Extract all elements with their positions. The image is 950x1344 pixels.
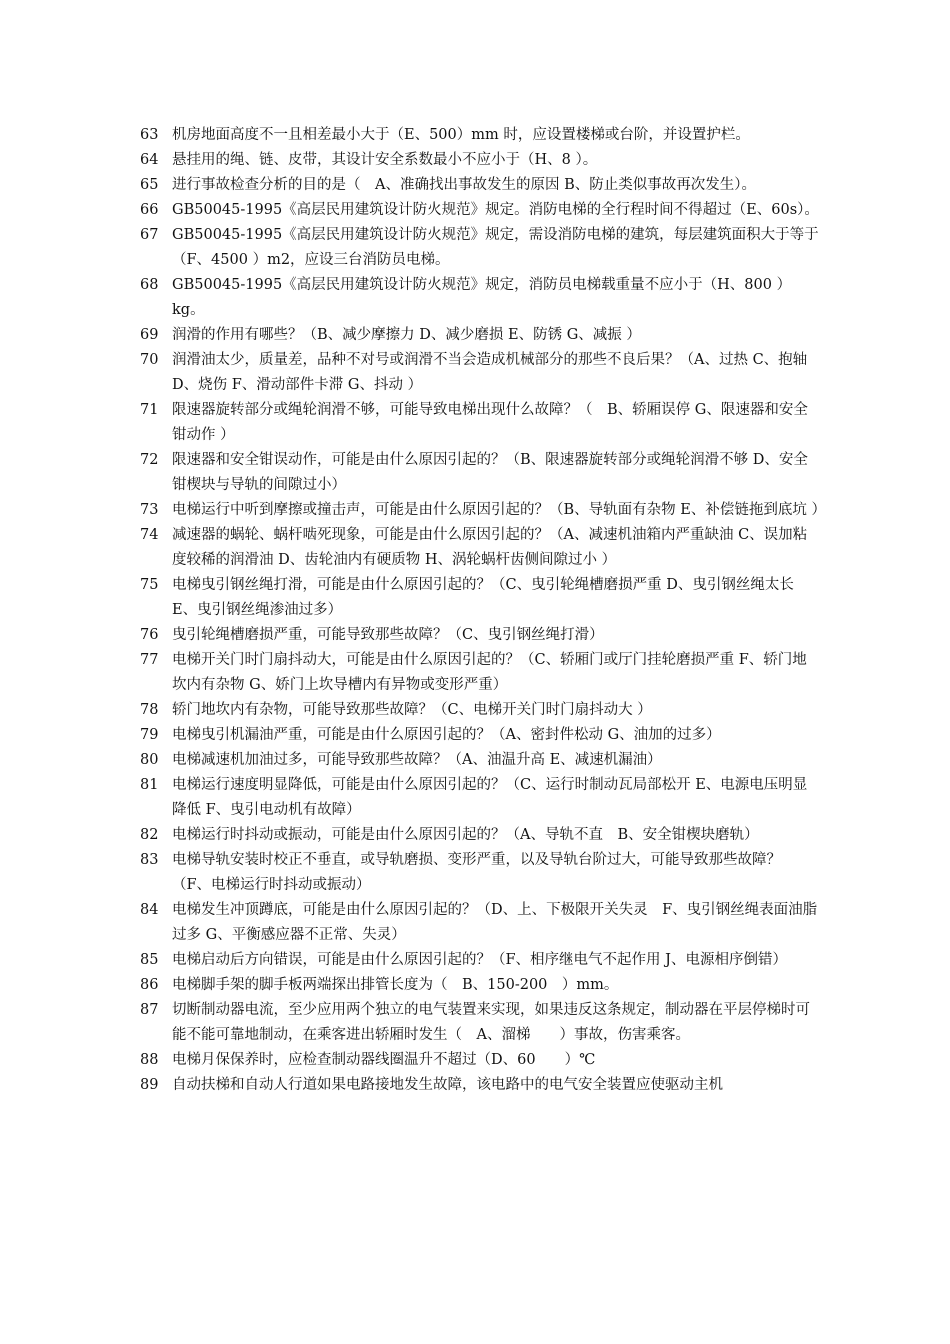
question-number: 63 (140, 127, 159, 143)
question-text: 润滑油太少，质量差，品种不对号或润滑不当会造成机械部分的那些不良后果？（A、过热 C、抱轴 D、烧伤 F、滑动部件卡滞 G、抖动 ） (172, 352, 808, 393)
question-text: 悬挂用的绳、链、皮带，其设计安全系数最小不应小于（H、8 ）。 (172, 152, 598, 168)
question-number: 84 (140, 902, 159, 918)
question-item (140, 223, 820, 273)
question-item (140, 498, 826, 523)
question-item (140, 698, 820, 723)
question-text: 自动扶梯和自动人行道如果电路接地发生故障，该电路中的电气安全装置应使驱动主机 (172, 1077, 723, 1093)
question-text: GB50045-1995《高层民用建筑设计防火规范》规定，需设消防电梯的建筑，每层建筑面积大于等于（F、4500 ）m2，应设三台消防员电梯。 (172, 227, 819, 268)
question-number: 86 (140, 977, 159, 993)
question-number: 87 (140, 1002, 159, 1018)
question-text: 进行事故检查分析的目的是（ A、准确找出事故发生的原因 B、防止类似事故再次发生）。 (172, 177, 756, 193)
question-item (140, 748, 820, 773)
question-number: 73 (140, 502, 159, 518)
question-number: 72 (140, 452, 159, 468)
question-text: 机房地面高度不一且相差最小大于（E、500）mm 时，应设置楼梯或台阶，并设置护栏。 (172, 127, 750, 143)
question-text: 电梯启动后方向错误，可能是由什么原因引起的？（F、相序继电气不起作用 J、电源相序倒错） (172, 952, 787, 968)
question-number: 65 (140, 177, 159, 193)
question-text: 电梯减速机加油过多，可能导致那些故障？（A、油温升高 E、减速机漏油） (172, 752, 662, 768)
question-item (140, 573, 820, 623)
question-item (140, 173, 820, 198)
question-text: GB50045-1995《高层民用建筑设计防火规范》规定。消防电梯的全行程时间不得超过（E、60s）。 (172, 202, 819, 218)
question-item (140, 998, 820, 1048)
question-number: 78 (140, 702, 159, 718)
question-item (140, 148, 820, 173)
question-number: 85 (140, 952, 159, 968)
question-number: 81 (140, 777, 159, 793)
question-number: 66 (140, 202, 159, 218)
question-number: 64 (140, 152, 159, 168)
question-number: 68 (140, 277, 159, 293)
question-number: 82 (140, 827, 159, 843)
question-number: 76 (140, 627, 159, 643)
question-text: 曳引轮绳槽磨损严重，可能导致那些故障？（C、曳引钢丝绳打滑） (172, 627, 604, 643)
question-number: 69 (140, 327, 159, 343)
question-number: 83 (140, 852, 159, 868)
question-text: 电梯运行速度明显降低，可能是由什么原因引起的？（C、运行时制动瓦局部松开 E、电源电压明显降低 F、曳引电动机有故障） (172, 777, 808, 818)
question-text: 减速器的蜗轮、蜗杆啮死现象，可能是由什么原因引起的？（A、减速机油箱内严重缺油 C、误加粘度较稀的润滑油 D、齿轮油内有硬质物 H、涡轮蜗杆齿侧间隙过小 ） (172, 527, 808, 568)
question-item (140, 398, 820, 448)
question-number: 70 (140, 352, 159, 368)
question-number: 67 (140, 227, 159, 243)
question-item (140, 323, 820, 348)
question-text: 电梯运行时抖动或振动，可能是由什么原因引起的？（A、导轨不直 B、安全钳楔块磨轨） (172, 827, 759, 843)
question-text: 限速器旋转部分或绳轮润滑不够，可能导致电梯出现什么故障？（ B、轿厢误停 G、限速器和安全钳动作 ） (172, 402, 808, 443)
question-text: 电梯开关门时门扇抖动大，可能是由什么原因引起的？（C、轿厢门或厅门挂轮磨损严重 F、轿门地坎内有杂物 G、娇门上坎导槽内有异物或变形严重） (172, 652, 807, 693)
question-item (140, 198, 820, 223)
question-item (140, 898, 820, 948)
question-list (140, 123, 826, 1098)
question-number: 74 (140, 527, 159, 543)
question-text: 轿门地坎内有杂物，可能导致那些故障？（C、电梯开关门时门扇抖动大 ） (172, 702, 652, 718)
question-text: 电梯脚手架的脚手板两端探出排管长度为（ B、150-200 ）mm。 (172, 977, 619, 993)
question-number: 79 (140, 727, 159, 743)
question-text: 切断制动器电流，至少应用两个独立的电气装置来实现，如果违反这条规定，制动器在平层停梯时可能不能可靠地制动，在乘客进出轿厢时发生（ A、溜梯 ）事故，伤害乘客。 (172, 1002, 810, 1043)
question-number: 71 (140, 402, 159, 418)
question-number: 88 (140, 1052, 159, 1068)
question-item (140, 1048, 820, 1073)
question-text: 电梯导轨安装时校正不垂直，或导轨磨损、变形严重，以及导轨台阶过大，可能导致那些故障？（F、电梯运行时抖动或振动） (172, 852, 781, 893)
question-item (140, 723, 820, 748)
question-text: 电梯发生冲顶蹲底，可能是由什么原因引起的？（D、上、下极限开关失灵 F、曳引钢丝绳表面油脂过多 G、平衡感应器不正常、失灵） (172, 902, 818, 943)
question-number: 77 (140, 652, 159, 668)
question-item (140, 523, 820, 573)
question-item (140, 948, 820, 973)
question-item (140, 273, 820, 323)
question-text: 电梯运行中听到摩擦或撞击声，可能是由什么原因引起的？（B、导轨面有杂物 E、补偿链拖到底坑 ） (172, 502, 826, 518)
question-item (140, 823, 820, 848)
question-item (140, 348, 820, 398)
question-number: 89 (140, 1077, 159, 1093)
question-item (140, 648, 820, 698)
question-text: 电梯月保保养时，应检查制动器线圈温升不超过（D、60 ）℃ (172, 1052, 596, 1068)
question-item (140, 848, 820, 898)
question-text: 电梯曳引机漏油严重，可能是由什么原因引起的？（A、密封件松动 G、油加的过多） (172, 727, 721, 743)
question-item (140, 123, 820, 148)
question-item (140, 973, 820, 998)
question-number: 75 (140, 577, 159, 593)
question-text: GB50045-1995《高层民用建筑设计防火规范》规定，消防员电梯载重量不应小于（H、800 ）kg。 (172, 277, 792, 318)
question-item (140, 448, 820, 498)
question-item (140, 623, 820, 648)
question-text: 润滑的作用有哪些？（B、减少摩擦力 D、减少磨损 E、防锈 G、减振 ） (172, 327, 641, 343)
question-number: 80 (140, 752, 159, 768)
question-text: 电梯曳引钢丝绳打滑，可能是由什么原因引起的？（C、曳引轮绳槽磨损严重 D、曳引钢丝绳太长 E、曳引钢丝绳渗油过多） (172, 577, 794, 618)
question-item (140, 1073, 820, 1098)
question-text: 限速器和安全钳误动作，可能是由什么原因引起的？（B、限速器旋转部分或绳轮润滑不够 D、安全钳楔块与导轨的间隙过小） (172, 452, 808, 493)
question-item (140, 773, 820, 823)
